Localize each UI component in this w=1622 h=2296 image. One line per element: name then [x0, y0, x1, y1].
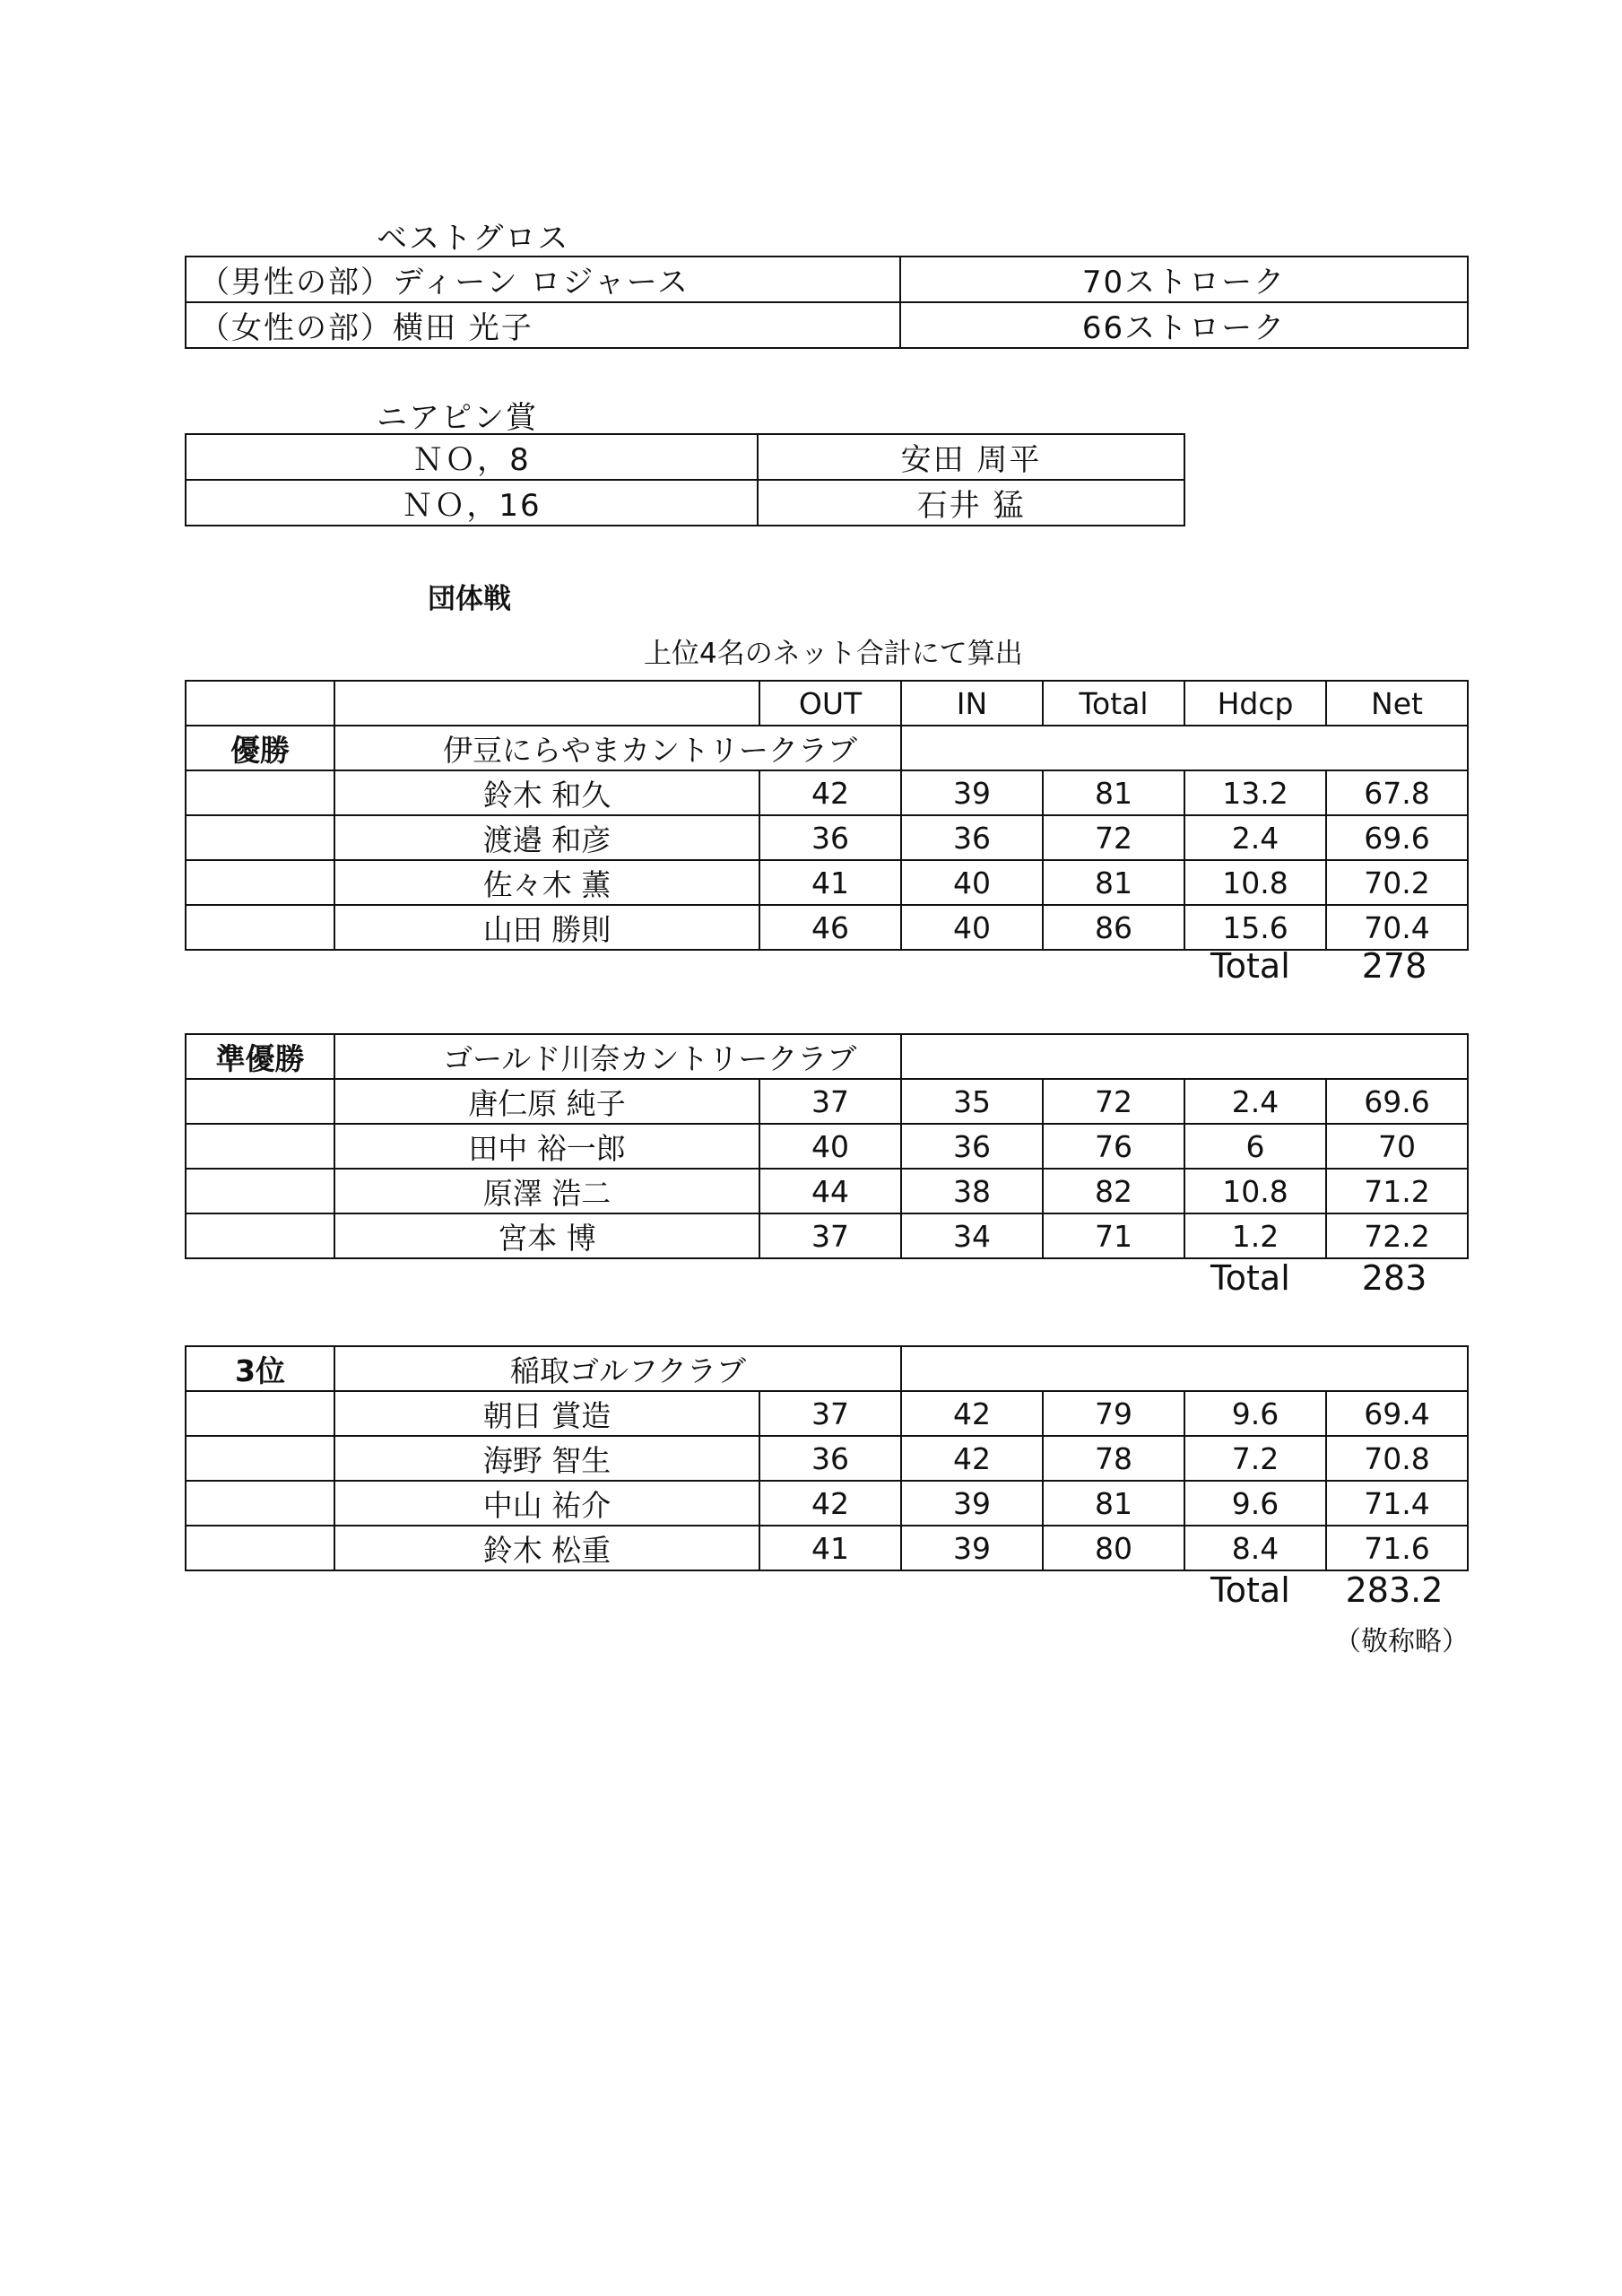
player-out: 46 — [759, 905, 901, 950]
player-net: 69.6 — [1326, 1079, 1468, 1124]
rank-blank-cell — [186, 1079, 334, 1124]
team-table-winner — [185, 680, 1469, 951]
player-total: 86 — [1043, 905, 1184, 950]
player-total: 81 — [1043, 770, 1184, 815]
column-header-net: Net — [1326, 681, 1468, 726]
total-label: Total — [1210, 946, 1290, 986]
player-out: 36 — [759, 815, 901, 860]
player-row — [186, 1481, 1468, 1526]
rank-blank-cell — [186, 1436, 334, 1481]
player-out: 41 — [759, 860, 901, 905]
player-hdcp: 9.6 — [1184, 1391, 1326, 1436]
player-hdcp: 10.8 — [1184, 1169, 1326, 1213]
player-name: 唐仁原 純子 — [334, 1079, 759, 1124]
player-hdcp: 2.4 — [1184, 1079, 1326, 1124]
rank-blank-cell — [186, 1124, 334, 1169]
player-hdcp: 7.2 — [1184, 1436, 1326, 1481]
club-name: 稲取ゴルフクラブ — [334, 1346, 901, 1391]
rank-label: 優勝 — [186, 726, 334, 770]
honorific-note: （敬称略） — [1334, 1626, 1469, 1657]
rank-blank-cell — [186, 815, 334, 860]
rank-blank-cell — [186, 1213, 334, 1258]
player-total: 76 — [1043, 1124, 1184, 1169]
player-out: 42 — [759, 770, 901, 815]
table-header-row — [186, 681, 1468, 726]
rank-blank-cell — [186, 1391, 334, 1436]
player-total: 72 — [1043, 1079, 1184, 1124]
team-subtitle: 上位4名のネット合計にて算出 — [644, 638, 1023, 670]
player-out: 44 — [759, 1169, 901, 1213]
nearpin-name: 安田 周平 — [758, 434, 1184, 480]
player-in: 38 — [901, 1169, 1043, 1213]
player-hdcp: 9.6 — [1184, 1481, 1326, 1526]
nearpin-hole: ＮＯ，8 — [186, 434, 758, 480]
player-in: 36 — [901, 1124, 1043, 1169]
rank-blank-cell — [186, 905, 334, 950]
table-row — [186, 257, 1468, 302]
player-net: 70.2 — [1326, 860, 1468, 905]
player-row — [186, 770, 1468, 815]
team-table-runner-up — [185, 1033, 1469, 1259]
player-row — [186, 815, 1468, 860]
player-out: 36 — [759, 1436, 901, 1481]
total-value: 278 — [1361, 946, 1427, 986]
rank-blank-cell — [186, 1169, 334, 1213]
player-hdcp: 2.4 — [1184, 815, 1326, 860]
player-out: 42 — [759, 1481, 901, 1526]
club-name: ゴールド川奈カントリークラブ — [334, 1034, 901, 1079]
player-row — [186, 905, 1468, 950]
player-total: 81 — [1043, 860, 1184, 905]
player-in: 42 — [901, 1391, 1043, 1436]
player-net: 67.8 — [1326, 770, 1468, 815]
player-in: 36 — [901, 815, 1043, 860]
player-net: 70 — [1326, 1124, 1468, 1169]
player-row — [186, 1213, 1468, 1258]
team-table-third — [185, 1345, 1469, 1571]
player-name: 鈴木 松重 — [334, 1526, 759, 1570]
group-header-row — [186, 726, 1468, 770]
player-in: 40 — [901, 860, 1043, 905]
player-name: 渡邉 和彦 — [334, 815, 759, 860]
rank-label: 準優勝 — [186, 1034, 334, 1079]
best-gross-division: （女性の部）横田 光子 — [186, 302, 900, 348]
player-name: 佐々木 薫 — [334, 860, 759, 905]
player-out: 41 — [759, 1526, 901, 1570]
player-total: 71 — [1043, 1213, 1184, 1258]
player-name: 山田 勝則 — [334, 905, 759, 950]
player-row — [186, 1079, 1468, 1124]
player-total: 78 — [1043, 1436, 1184, 1481]
group-header-row — [186, 1034, 1468, 1079]
nearpin-hole: ＮＯ，16 — [186, 480, 758, 526]
column-header-in: IN — [901, 681, 1043, 726]
nearpin-table — [185, 433, 1185, 526]
nearpin-title: ニアピン賞 — [377, 400, 538, 436]
player-out: 40 — [759, 1124, 901, 1169]
column-header-hdcp: Hdcp — [1184, 681, 1326, 726]
table-row — [186, 480, 1184, 526]
total-value: 283.2 — [1345, 1570, 1444, 1610]
player-net: 72.2 — [1326, 1213, 1468, 1258]
player-net: 71.2 — [1326, 1169, 1468, 1213]
player-in: 34 — [901, 1213, 1043, 1258]
best-gross-score: 66ストローク — [900, 302, 1468, 348]
total-label: Total — [1210, 1258, 1290, 1298]
player-in: 39 — [901, 1526, 1043, 1570]
player-in: 40 — [901, 905, 1043, 950]
team-title: 団体戦 — [428, 583, 511, 615]
nearpin-name: 石井 猛 — [758, 480, 1184, 526]
player-net: 71.6 — [1326, 1526, 1468, 1570]
rank-label: 3位 — [186, 1346, 334, 1391]
player-row — [186, 1436, 1468, 1481]
player-in: 39 — [901, 1481, 1043, 1526]
player-net: 70.8 — [1326, 1436, 1468, 1481]
player-row — [186, 1526, 1468, 1570]
player-name: 原澤 浩二 — [334, 1169, 759, 1213]
best-gross-title: ベストグロス — [377, 221, 570, 257]
player-name: 海野 智生 — [334, 1436, 759, 1481]
player-in: 35 — [901, 1079, 1043, 1124]
player-hdcp: 1.2 — [1184, 1213, 1326, 1258]
rank-blank-cell — [186, 860, 334, 905]
player-net: 69.4 — [1326, 1391, 1468, 1436]
player-name: 宮本 博 — [334, 1213, 759, 1258]
best-gross-table — [185, 256, 1469, 349]
player-name: 鈴木 和久 — [334, 770, 759, 815]
player-net: 71.4 — [1326, 1481, 1468, 1526]
player-row — [186, 1169, 1468, 1213]
player-hdcp: 10.8 — [1184, 860, 1326, 905]
player-total: 72 — [1043, 815, 1184, 860]
player-hdcp: 13.2 — [1184, 770, 1326, 815]
player-total: 79 — [1043, 1391, 1184, 1436]
player-total: 80 — [1043, 1526, 1184, 1570]
player-in: 39 — [901, 770, 1043, 815]
table-row — [186, 434, 1184, 480]
table-row — [186, 302, 1468, 348]
rank-blank-cell — [186, 1481, 334, 1526]
player-total: 82 — [1043, 1169, 1184, 1213]
rank-blank-cell — [186, 1526, 334, 1570]
group-header-row — [186, 1346, 1468, 1391]
player-hdcp: 8.4 — [1184, 1526, 1326, 1570]
player-net: 70.4 — [1326, 905, 1468, 950]
best-gross-score: 70ストローク — [900, 257, 1468, 302]
player-out: 37 — [759, 1213, 901, 1258]
player-row — [186, 1391, 1468, 1436]
player-name: 朝日 賞造 — [334, 1391, 759, 1436]
player-out: 37 — [759, 1079, 901, 1124]
player-name: 中山 祐介 — [334, 1481, 759, 1526]
player-row — [186, 860, 1468, 905]
player-name: 田中 裕一郎 — [334, 1124, 759, 1169]
player-hdcp: 6 — [1184, 1124, 1326, 1169]
player-hdcp: 15.6 — [1184, 905, 1326, 950]
club-name: 伊豆にらやまカントリークラブ — [334, 726, 901, 770]
column-header-out: OUT — [759, 681, 901, 726]
player-net: 69.6 — [1326, 815, 1468, 860]
total-value: 283 — [1361, 1258, 1427, 1298]
player-in: 42 — [901, 1436, 1043, 1481]
best-gross-division: （男性の部）ディーン ロジャース — [186, 257, 900, 302]
rank-blank-cell — [186, 770, 334, 815]
player-out: 37 — [759, 1391, 901, 1436]
column-header-total: Total — [1043, 681, 1184, 726]
player-row — [186, 1124, 1468, 1169]
total-label: Total — [1210, 1570, 1290, 1610]
player-total: 81 — [1043, 1481, 1184, 1526]
